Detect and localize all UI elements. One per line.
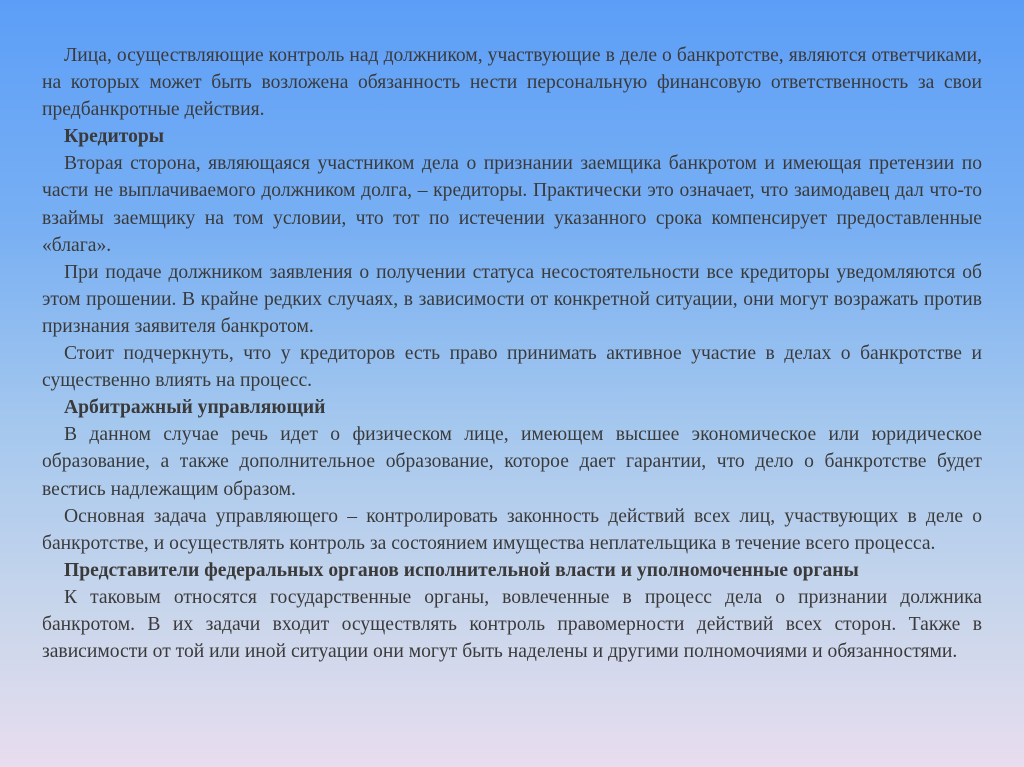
paragraph-creditors-rights: Стоит подчеркнуть, что у кредиторов есть право принимать активное участие в делах о банкротстве и существенно влиять на процесс. [42, 343, 982, 392]
paragraph-creditors-notification: При подаче должником заявления о получении статуса несостоятельности все кредиторы уведомляются об этом прошении. В крайне редких случаях, в зависимости от конкретной ситуации, они могут возражать против признания заявителя банкротом. [42, 261, 982, 337]
paragraph-manager-task: Основная задача управляющего – контролировать законность действий всех лиц, участвующих в деле о банкротстве, и осуществлять контроль за состоянием имущества неплательщика в течение всего процесса. [42, 505, 982, 554]
heading-arbitration-manager: Арбитражный управляющий [64, 397, 326, 419]
slide-text-body [42, 42, 982, 762]
paragraph-controllers: Лица, осуществляющие контроль над должником, участвующие в деле о банкротстве, являются ответчиками, на которых может быть возложена обязанность нести персональную финансовую ответственность за свои предбанкротные действия. [42, 45, 982, 121]
heading-federal-authorities: Представители федеральных органов исполнительной власти и уполномоченные органы [64, 559, 859, 581]
paragraph-manager-definition: В данном случае речь идет о физическом лице, имеющем высшее экономическое или юридическое образование, а также дополнительное образование, которое дает гарантии, что дело о банкротстве будет вестись надлежащим образом. [42, 424, 982, 500]
paragraph-federal-authorities: К таковым относятся государственные органы, вовлеченные в процесс дела о признании должника банкротом. В их задачи входит осуществлять контроль правомерности действий всех сторон. Также в зависимости от той или иной ситуации они могут быть наделены и другими полномочиями и обязанностями. [42, 586, 982, 663]
heading-creditors: Кредиторы [64, 126, 165, 148]
paragraph-creditors-definition: Вторая сторона, являющаяся участником дела о признании заемщика банкротом и имеющая претензии по части не выплачиваемого должником долга, – кредиторы. Практически это означает, что заимодавец дал что-то взаймы заемщику на том условии, что тот по истечении указанного срока компенсирует предоставленные «блага». [42, 153, 982, 256]
